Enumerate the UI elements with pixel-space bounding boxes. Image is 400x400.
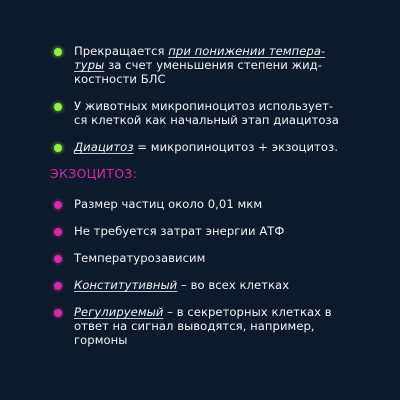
bullet-icon <box>54 144 62 152</box>
text-fragment: при понижении темпера- туры <box>74 44 326 72</box>
text-fragment: У животных микропиноцитоз использует- ся клеткой как начальный этап диацитоза <box>74 99 339 127</box>
bullet-icon <box>54 309 62 317</box>
list-item <box>58 224 358 238</box>
text-fragment: – во всех клетках <box>177 278 290 292</box>
text-fragment: Прекращается <box>74 44 169 58</box>
bullet-icon <box>54 228 62 236</box>
list-item <box>58 251 358 265</box>
text-fragment: Диацитоз <box>74 140 134 154</box>
list-item <box>58 140 358 154</box>
bullet-icon <box>54 255 62 263</box>
text-fragment: = микропиноцитоз + экзоцитоз. <box>133 140 338 154</box>
list-item <box>58 197 358 211</box>
list-item <box>58 44 358 86</box>
text-fragment: Размер частиц около 0,01 мкм <box>74 197 263 211</box>
bullet-icon <box>54 48 62 56</box>
list-item-text <box>74 140 338 154</box>
list-item-text <box>74 251 205 265</box>
list-item-text <box>74 99 339 127</box>
bullet-icon <box>54 103 62 111</box>
text-fragment: – в секреторных клетках в ответ на сигнал выводятся, например, гормоны <box>74 305 332 347</box>
bullet-icon <box>54 201 62 209</box>
text-fragment: за счет уменьшения степени жид- костности БЛС <box>74 58 322 86</box>
list-item <box>58 305 358 347</box>
list-item <box>58 99 358 127</box>
list-item-text <box>74 44 325 86</box>
section-heading: ЭКЗОЦИТОЗ: <box>50 166 138 181</box>
list-item-text <box>74 278 289 292</box>
list-item-text <box>74 305 332 347</box>
list-item-text <box>74 224 284 238</box>
text-fragment: Не требуется затрат энергии АТФ <box>74 224 285 238</box>
bullet-icon <box>54 282 62 290</box>
text-fragment: Регулируемый <box>74 305 164 319</box>
text-fragment: Конститутивный <box>74 278 178 292</box>
text-fragment: Температурозависим <box>74 251 206 265</box>
list-item-text <box>74 197 262 211</box>
list-item <box>58 278 358 292</box>
